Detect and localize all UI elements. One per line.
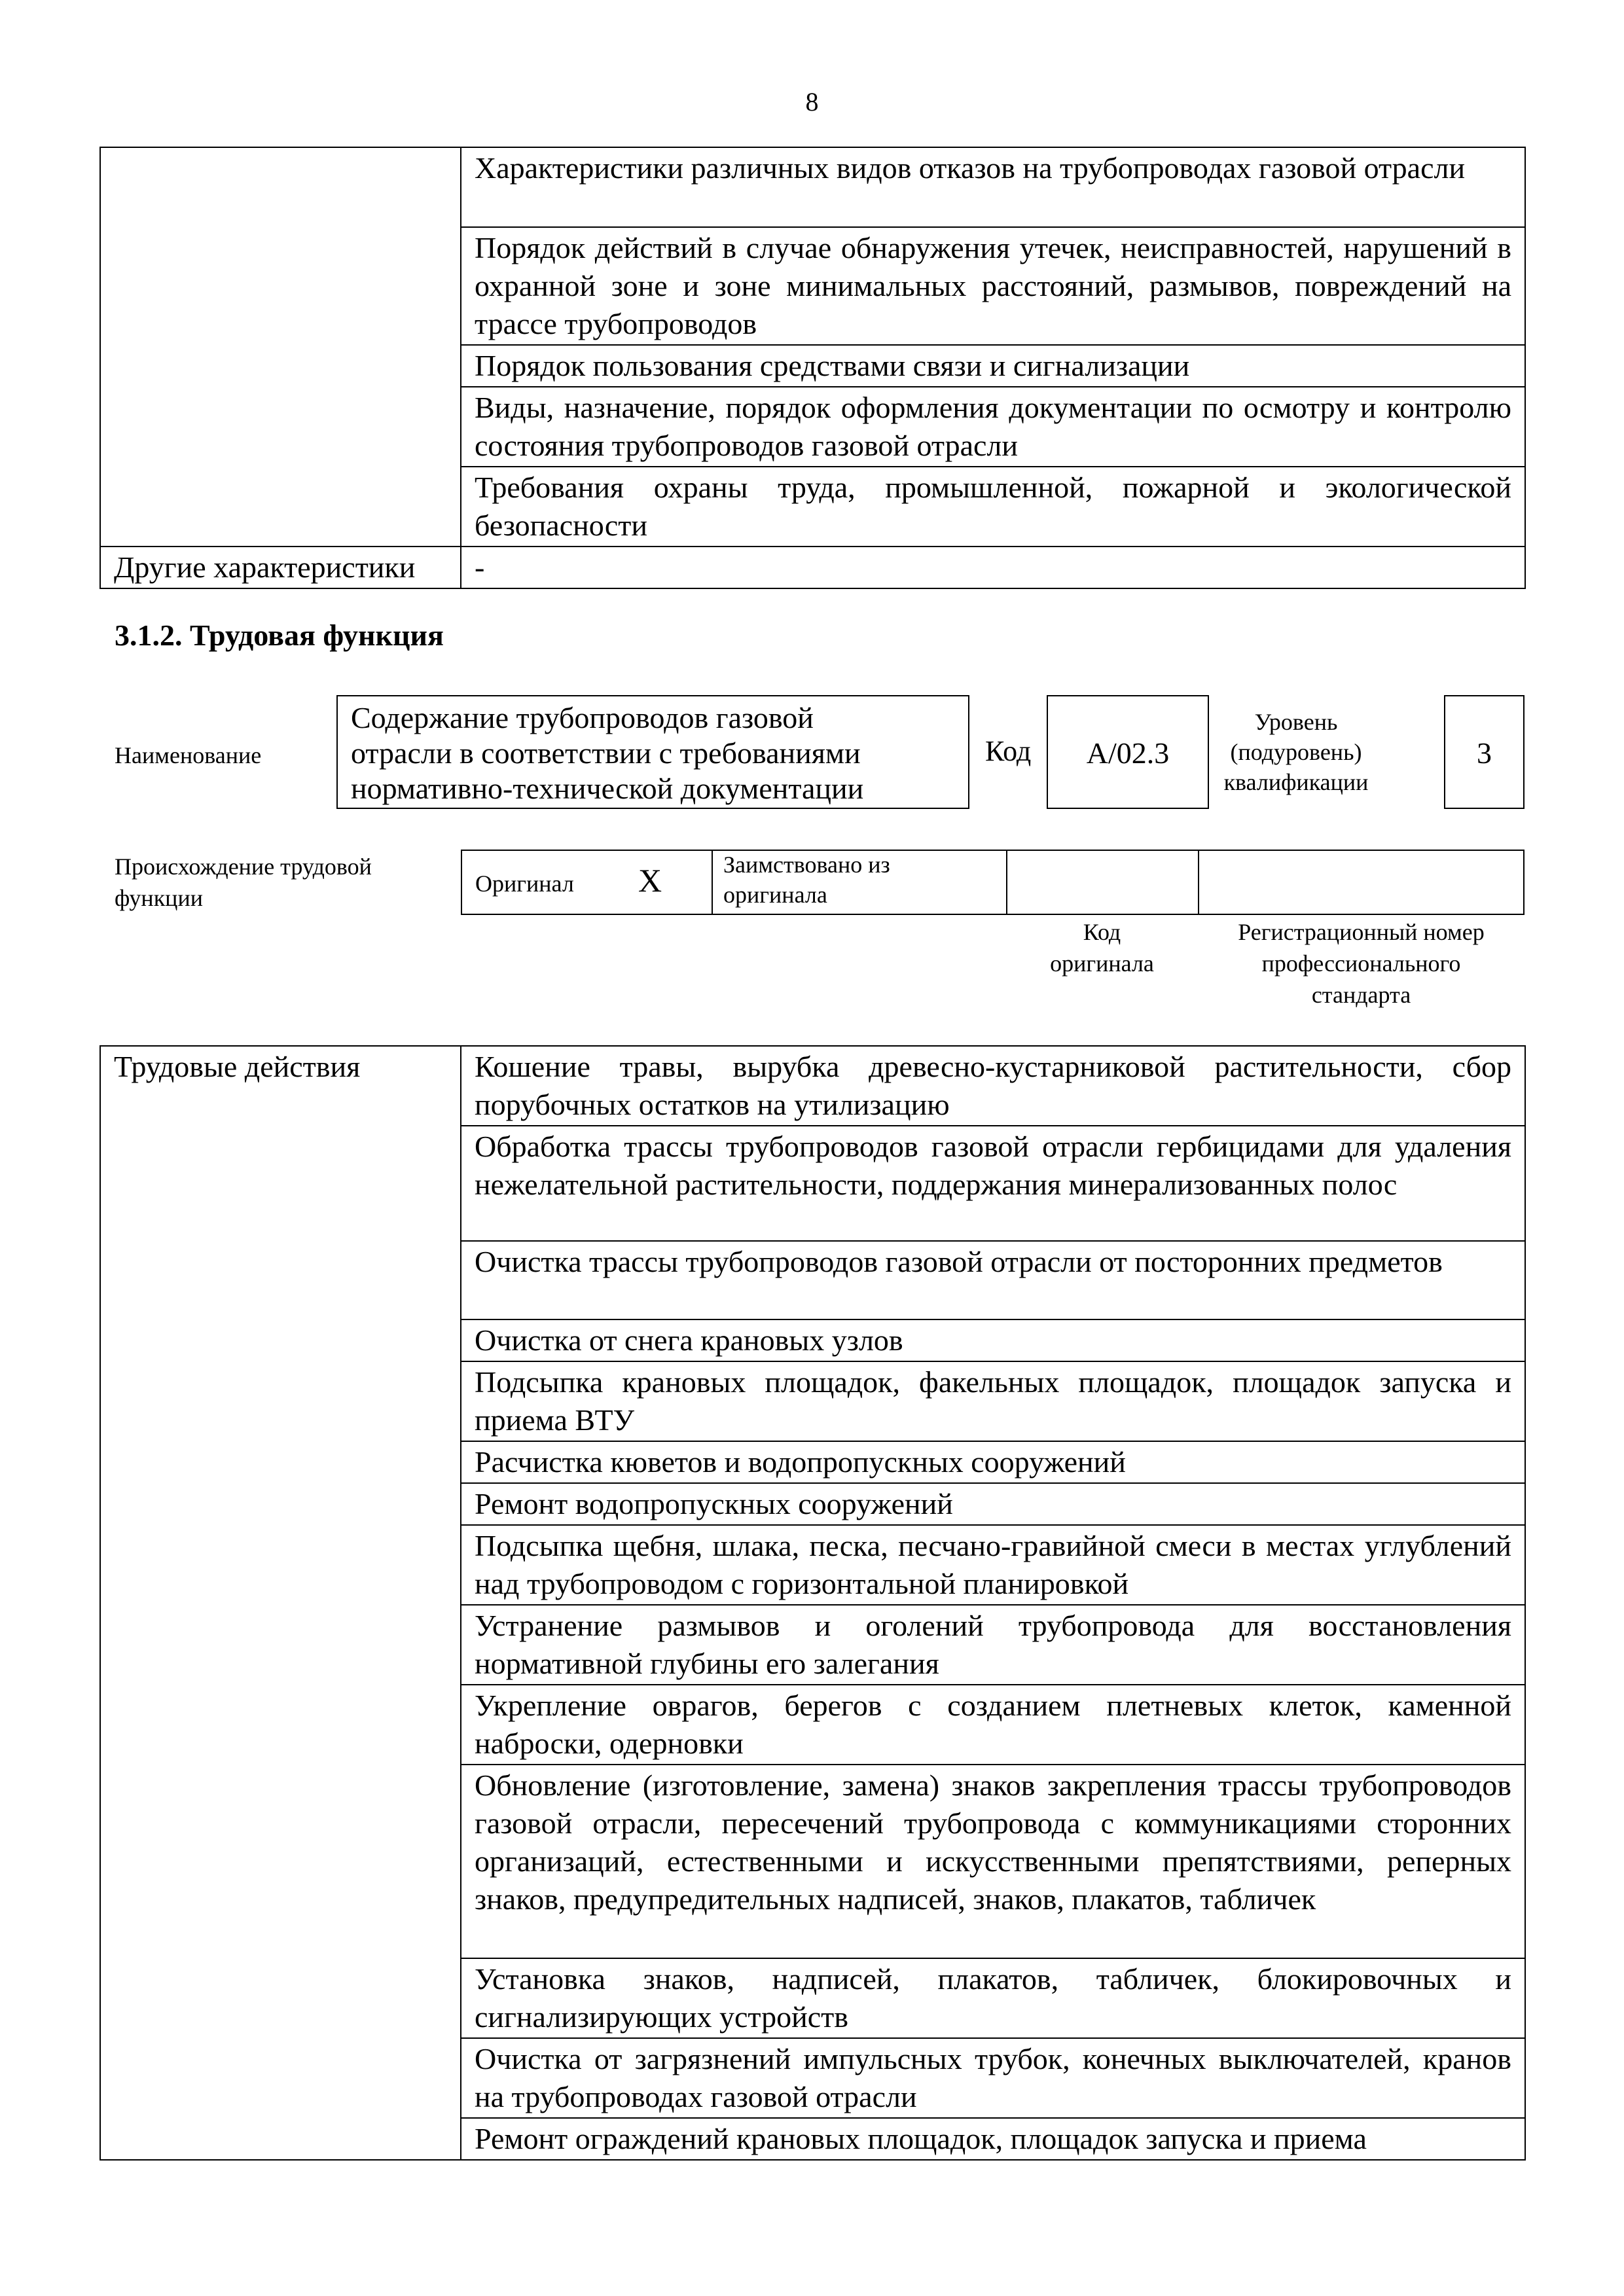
origin-divider bbox=[1198, 850, 1199, 915]
level-value: 3 bbox=[1477, 736, 1492, 770]
level-value-box bbox=[1444, 695, 1525, 809]
knowledge-table bbox=[99, 147, 1526, 589]
labor-action-row: Расчистка кюветов и водопропускных сооружений bbox=[461, 1441, 1525, 1483]
empty-label-cell bbox=[100, 147, 461, 547]
level-label bbox=[1218, 707, 1375, 797]
page-number: 8 bbox=[805, 87, 819, 117]
caption-line: Код bbox=[1083, 919, 1121, 945]
labor-action-row: Устранение размывов и оголений трубопровода для восстановления нормативной глубины его залегания bbox=[461, 1605, 1525, 1685]
code-value: А/02.3 bbox=[1086, 736, 1170, 770]
section-title: 3.1.2. Трудовая функция bbox=[115, 619, 444, 652]
knowledge-row: Характеристики различных видов отказов на трубопроводах газовой отрасли bbox=[461, 147, 1525, 227]
caption-line: Регистрационный номер bbox=[1238, 919, 1485, 945]
origin-divider bbox=[1006, 850, 1007, 915]
knowledge-row: Порядок пользования средствами связи и сигнализации bbox=[461, 345, 1525, 387]
labor-action-row: Кошение травы, вырубка древесно-кустарниковой растительности, сбор порубочных остатков на утилизацию bbox=[461, 1046, 1525, 1126]
function-name-line: Содержание трубопроводов газовой bbox=[351, 701, 814, 734]
level-label-line: (подуровень) bbox=[1230, 739, 1362, 765]
labor-action-row: Очистка трассы трубопроводов газовой отрасли от посторонних предметов bbox=[461, 1241, 1525, 1319]
origin-row bbox=[461, 850, 1525, 915]
labor-action-row: Очистка от загрязнений импульсных трубок, конечных выключателей, кранов на трубопроводах газовой отрасли bbox=[461, 2038, 1525, 2118]
knowledge-row: Требования охраны труда, промышленной, пожарной и экологической безопасности bbox=[461, 467, 1525, 547]
level-label-line: квалификации bbox=[1223, 769, 1369, 795]
borrowed-label-line: Заимствовано из bbox=[723, 852, 890, 878]
other-characteristics-value: - bbox=[461, 547, 1525, 588]
origin-label-line: функции bbox=[115, 885, 203, 911]
original-mark: X bbox=[638, 862, 662, 899]
caption-line: профессионального bbox=[1261, 950, 1461, 977]
reg-number-caption bbox=[1198, 916, 1525, 1011]
code-label: Код bbox=[985, 735, 1032, 767]
knowledge-row: Порядок действий в случае обнаружения утечек, неисправностей, нарушений в охранной зоне и зоне минимальных расстояний, размывов, повреждений на трассе трубопроводов bbox=[461, 227, 1525, 345]
labor-action-row: Обработка трассы трубопроводов газовой отрасли гербицидами для удаления нежелательной растительности, поддержания минерализованных полос bbox=[461, 1126, 1525, 1241]
labor-actions-label: Трудовые действия bbox=[100, 1046, 461, 2160]
function-name-line: отрасли в соответствии с требованиями bbox=[351, 736, 861, 770]
other-characteristics-label: Другие характеристики bbox=[100, 547, 461, 588]
caption-line: стандарта bbox=[1311, 982, 1411, 1008]
labor-action-row: Укрепление оврагов, берегов с созданием плетневых клеток, каменной наброски, одерновки bbox=[461, 1685, 1525, 1765]
function-name-line: нормативно-технической документации bbox=[351, 772, 864, 805]
level-label-line: Уровень bbox=[1254, 709, 1338, 735]
labor-actions-table bbox=[99, 1045, 1526, 2161]
original-label: Оригинал bbox=[475, 870, 574, 897]
labor-action-row: Обновление (изготовление, замена) знаков закрепления трассы трубопроводов газовой отрасли, пересечений трубопровода с коммуникациями сторонних организаций, естественными и искусственными препятствиями, реперных знаков, предупредительных надписей, знаков, плакатов, табличек bbox=[461, 1765, 1525, 1958]
code-original-caption bbox=[1006, 916, 1198, 979]
labor-action-row: Подсыпка щебня, шлака, песка, песчано-гравийной смеси в местах углублений над трубопроводом с горизонтальной планировкой bbox=[461, 1525, 1525, 1605]
labor-action-row: Ремонт ограждений крановых площадок, площадок запуска и приема bbox=[461, 2118, 1525, 2160]
labor-action-row: Подсыпка крановых площадок, факельных площадок, площадок запуска и приема ВТУ bbox=[461, 1361, 1525, 1441]
code-value-box bbox=[1047, 695, 1209, 809]
labor-action-row: Ремонт водопропускных сооружений bbox=[461, 1483, 1525, 1525]
origin-label bbox=[115, 851, 372, 914]
function-name-box bbox=[336, 695, 969, 809]
caption-line: оригинала bbox=[1050, 950, 1154, 977]
origin-divider bbox=[712, 850, 713, 915]
labor-action-row: Очистка от снега крановых узлов bbox=[461, 1319, 1525, 1361]
origin-label-line: Происхождение трудовой bbox=[115, 853, 372, 880]
knowledge-row: Виды, назначение, порядок оформления документации по осмотру и контролю состояния трубопроводов газовой отрасли bbox=[461, 387, 1525, 467]
name-label: Наименование bbox=[115, 742, 262, 768]
borrowed-label bbox=[723, 850, 890, 910]
borrowed-label-line: оригинала bbox=[723, 882, 827, 908]
labor-action-row: Установка знаков, надписей, плакатов, табличек, блокировочных и сигнализирующих устройств bbox=[461, 1958, 1525, 2038]
